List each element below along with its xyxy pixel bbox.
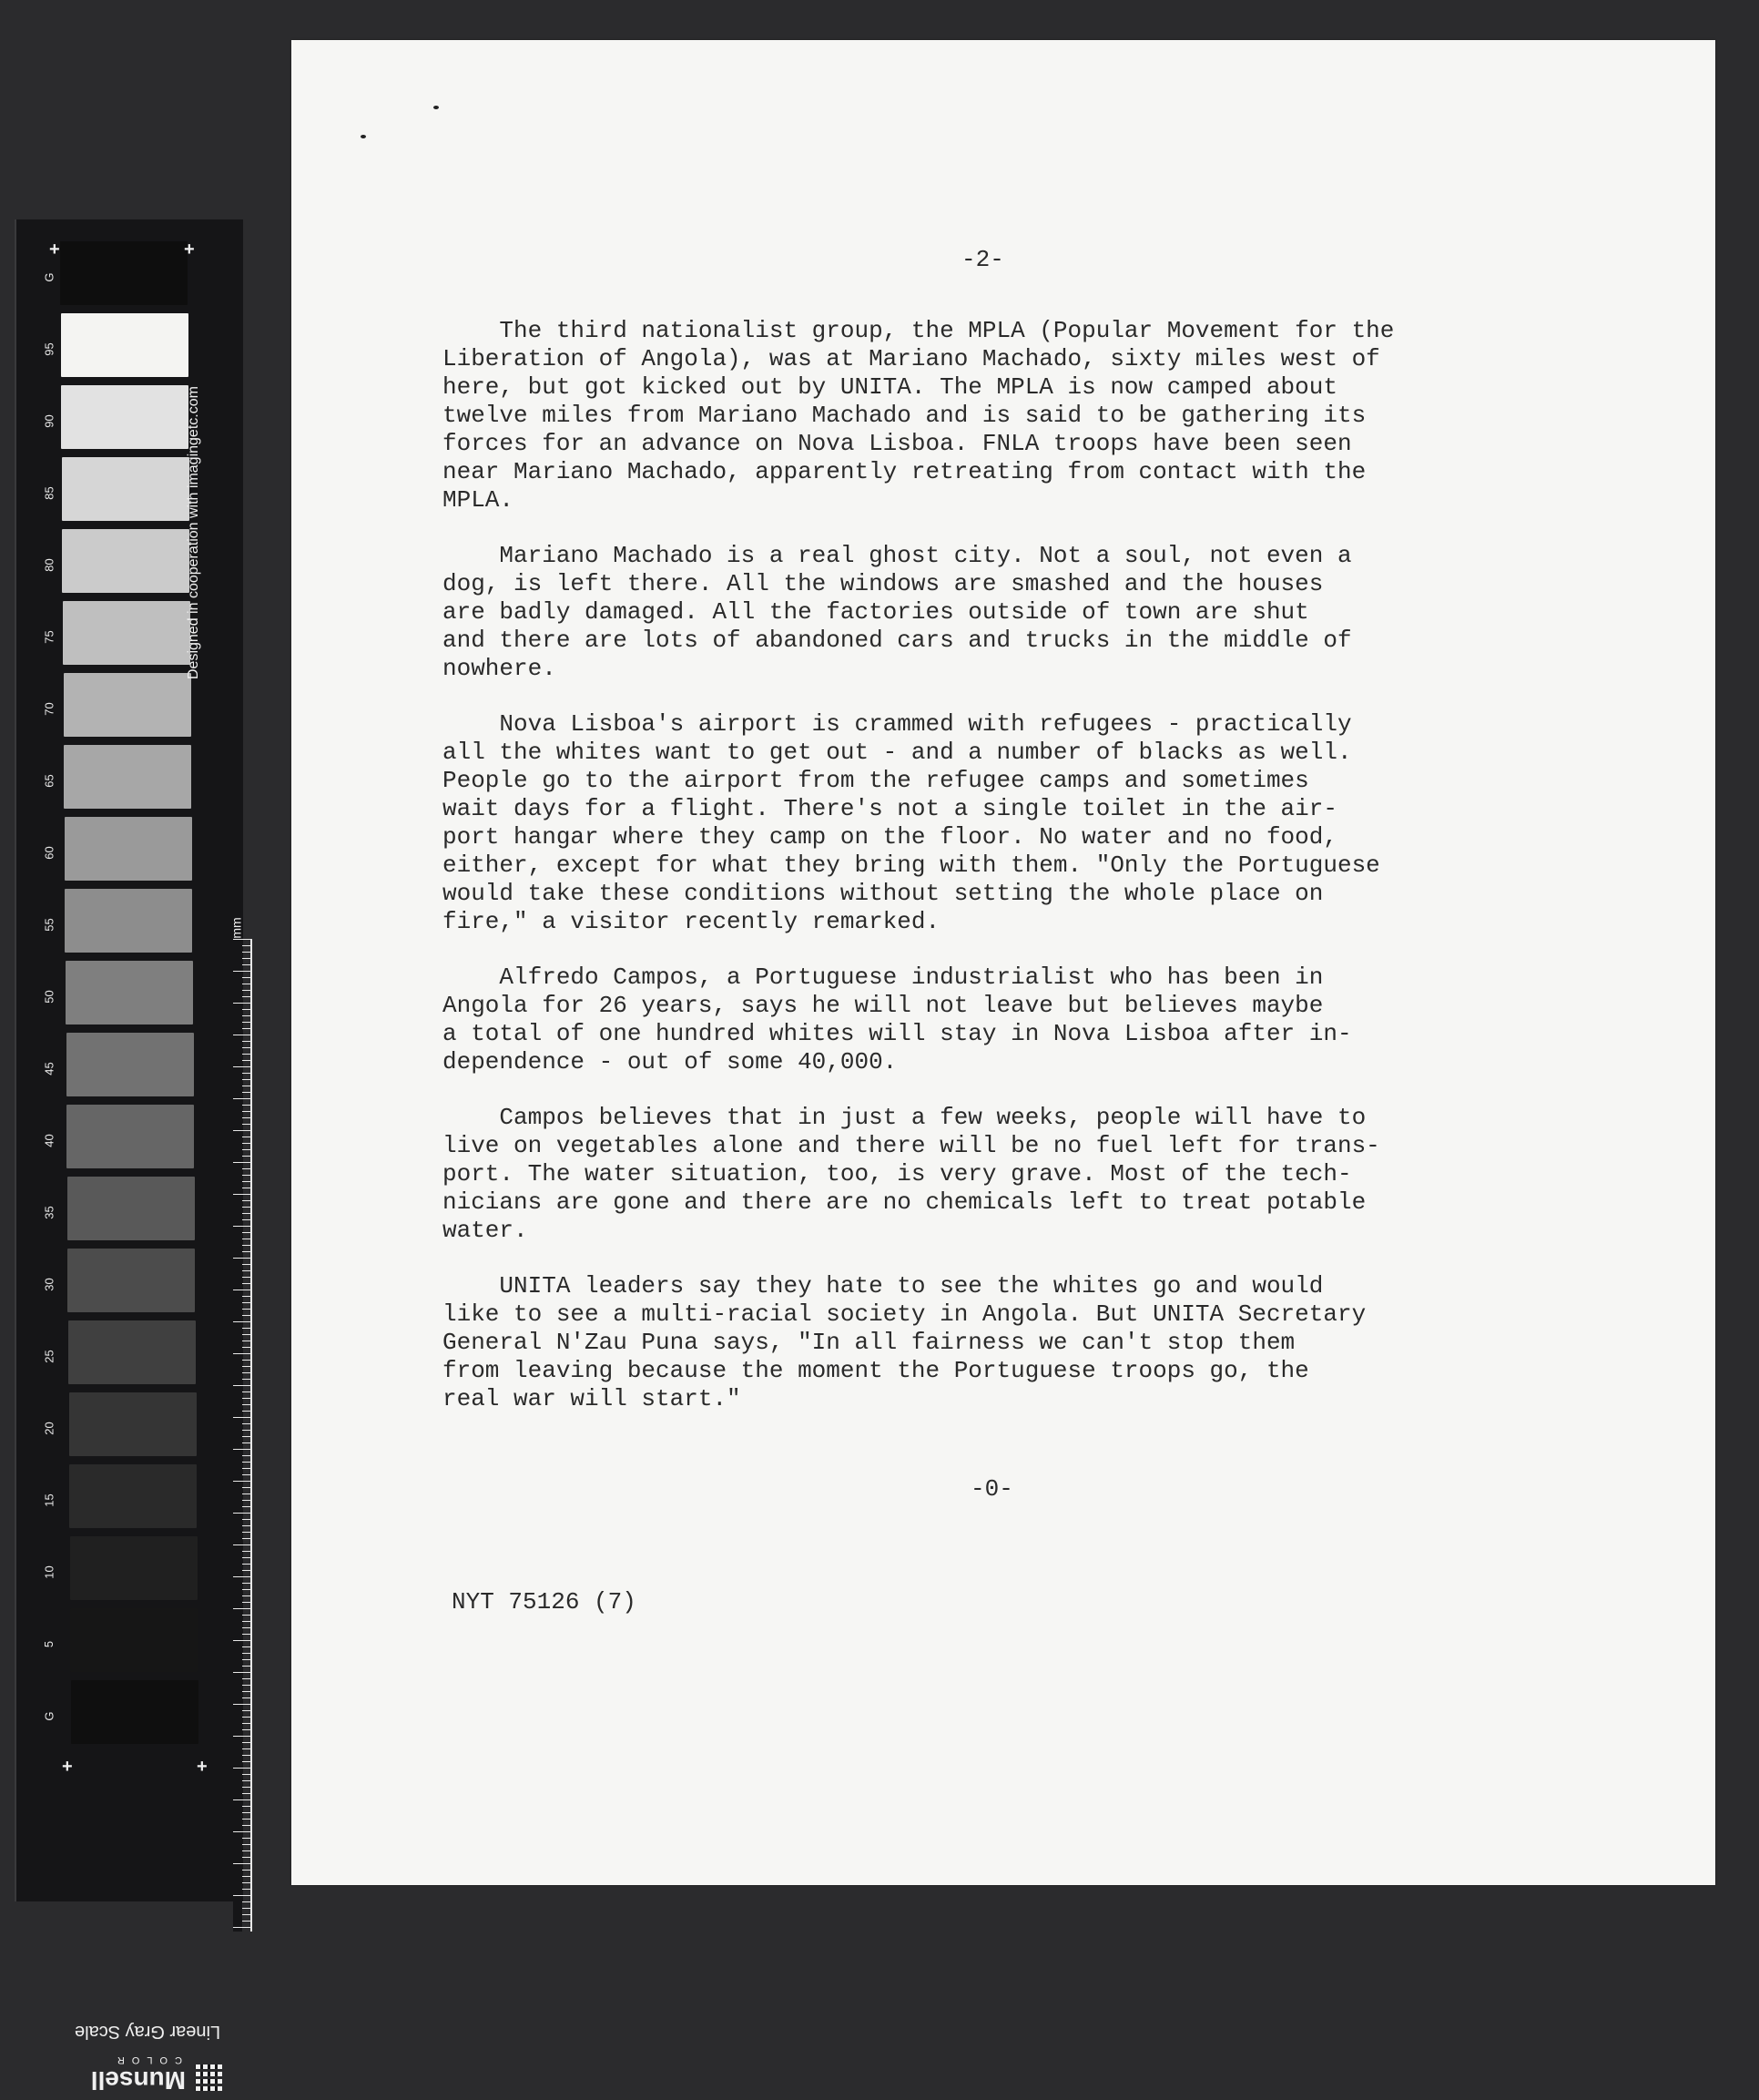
text-line: from leaving because the moment the Portuguese troops go, the xyxy=(442,1357,1309,1384)
grade-label: G xyxy=(42,272,56,282)
grade-label: 90 xyxy=(42,414,56,428)
gray-patch xyxy=(64,745,191,809)
paragraph xyxy=(442,1104,1581,1245)
gray-patch xyxy=(68,1320,196,1384)
grade-label: 60 xyxy=(42,846,56,860)
ink-speck xyxy=(361,135,366,138)
gray-patch xyxy=(66,961,193,1025)
text-line: Mariano Machado is a real ghost city. Not a soul, not even a xyxy=(442,542,1352,569)
grade-label: 10 xyxy=(42,1565,56,1579)
text-line: UNITA leaders say they hate to see the whites go and would xyxy=(442,1272,1324,1300)
gray-patch xyxy=(69,1392,197,1456)
text-line: forces for an advance on Nova Lisboa. FNLA troops have been seen xyxy=(442,430,1352,457)
gray-patch xyxy=(63,601,190,665)
text-line: either, except for what they bring with them. "Only the Portuguese xyxy=(442,851,1380,879)
text-line: dog, is left there. All the windows are smashed and the houses xyxy=(442,570,1324,597)
gray-patch xyxy=(64,673,191,737)
text-line: and there are lots of abandoned cars and trucks in the middle of xyxy=(442,627,1352,654)
text-line: fire," a visitor recently remarked. xyxy=(442,908,941,935)
munsell-logo-block xyxy=(58,2054,222,2100)
plus-mark: + xyxy=(184,240,195,260)
grade-label: 70 xyxy=(42,702,56,716)
text-line: People go to the airport from the refugee camps and sometimes xyxy=(442,767,1309,794)
text-line: Campos believes that in just a few weeks, people will have to xyxy=(442,1104,1367,1131)
gray-patch xyxy=(62,529,189,593)
paragraph xyxy=(442,542,1581,683)
gray-patch xyxy=(61,313,188,377)
text-line: all the whites want to get out - and a number of blacks as well. xyxy=(442,739,1352,766)
grade-label: 5 xyxy=(42,1640,56,1648)
grade-label: 55 xyxy=(42,918,56,932)
page-number: -2- xyxy=(961,246,1004,273)
end-mark: -0- xyxy=(971,1475,1013,1503)
gray-patch xyxy=(71,1680,198,1744)
brand-subtitle: COLOR xyxy=(109,2054,182,2065)
ink-speck xyxy=(433,106,439,109)
gray-patch xyxy=(70,1536,198,1600)
paragraph xyxy=(442,710,1581,936)
grade-label: 15 xyxy=(42,1493,56,1507)
grade-label: 25 xyxy=(42,1350,56,1363)
text-line: Angola for 26 years, says he will not leave but believes maybe xyxy=(442,992,1324,1019)
text-line: port hangar where they camp on the floor. No water and no food, xyxy=(442,823,1337,851)
document-body xyxy=(442,317,1581,1441)
paragraph xyxy=(442,963,1581,1076)
text-line: MPLA. xyxy=(442,486,514,514)
text-line: Nova Lisboa's airport is crammed with refugees - practically xyxy=(442,710,1352,738)
gray-patch xyxy=(62,457,189,521)
grade-label: 20 xyxy=(42,1422,56,1435)
text-line: like to see a multi-racial society in Angola. But UNITA Secretary xyxy=(442,1300,1367,1328)
scale-name: Linear Gray Scale xyxy=(75,2022,221,2042)
text-line: are badly damaged. All the factories outside of town are shut xyxy=(442,598,1309,626)
unit-label: mm xyxy=(229,917,244,939)
text-line: dependence - out of some 40,000. xyxy=(442,1048,898,1075)
plus-mark: + xyxy=(62,1757,73,1777)
grade-label: 85 xyxy=(42,486,56,500)
ruler-major-ticks xyxy=(233,939,251,1932)
gray-scale-card xyxy=(15,219,244,2095)
munsell-grid-icon xyxy=(195,2064,222,2091)
gray-patch xyxy=(65,889,192,953)
grade-label: 35 xyxy=(42,1206,56,1219)
gray-patch xyxy=(60,241,188,305)
text-line: would take these conditions without setting the whole place on xyxy=(442,880,1324,907)
text-line: nowhere. xyxy=(442,655,556,682)
gray-patch xyxy=(67,1177,195,1240)
text-line: General N'Zau Puna says, "In all fairness we can't stop them xyxy=(442,1329,1296,1356)
gray-patch xyxy=(66,1033,194,1096)
grade-label: 75 xyxy=(42,630,56,644)
paragraph xyxy=(442,1272,1581,1413)
gray-patches xyxy=(60,241,197,1752)
plus-mark: + xyxy=(197,1757,208,1777)
text-line: Liberation of Angola), was at Mariano Machado, sixty miles west of xyxy=(442,345,1380,372)
text-line: wait days for a flight. There's not a single toilet in the air- xyxy=(442,795,1337,822)
text-line: a total of one hundred whites will stay in Nova Lisboa after in- xyxy=(442,1020,1352,1047)
grade-label: 45 xyxy=(42,1062,56,1075)
gray-patch xyxy=(65,817,192,881)
plus-mark: + xyxy=(49,240,60,260)
ruler-edge xyxy=(250,939,252,1932)
text-line: live on vegetables alone and there will be no fuel left for trans- xyxy=(442,1132,1380,1159)
text-line: nicians are gone and there are no chemicals left to treat potable xyxy=(442,1188,1367,1216)
gray-patch xyxy=(66,1105,194,1168)
gray-patch xyxy=(70,1608,198,1672)
text-line: real war will start." xyxy=(442,1385,741,1412)
text-line: near Mariano Machado, apparently retreating from contact with the xyxy=(442,458,1367,485)
text-line: water. xyxy=(442,1217,528,1244)
text-line: here, but got kicked out by UNITA. The MPLA is now camped about xyxy=(442,373,1337,401)
grade-label: 40 xyxy=(42,1134,56,1147)
grade-label: 30 xyxy=(42,1278,56,1291)
gray-patch xyxy=(61,385,188,449)
text-line: The third nationalist group, the MPLA (Popular Movement for the xyxy=(442,317,1395,344)
gray-patch xyxy=(67,1249,195,1312)
document-page xyxy=(291,40,1715,1885)
grade-label: 65 xyxy=(42,774,56,788)
grade-label: 50 xyxy=(42,990,56,1004)
grade-label: G xyxy=(42,1711,56,1721)
gray-patch xyxy=(69,1464,197,1528)
designed-credit: Designed in cooperation with imagingetc.com xyxy=(186,386,201,679)
text-line: twelve miles from Mariano Machado and is said to be gathering its xyxy=(442,402,1367,429)
brand-name: Munsell xyxy=(90,2066,186,2095)
grade-label: 95 xyxy=(42,342,56,356)
grade-label: 80 xyxy=(42,558,56,572)
wire-slug: NYT 75126 (7) xyxy=(452,1588,636,1616)
text-line: Alfredo Campos, a Portuguese industrialist who has been in xyxy=(442,963,1324,991)
grade-labels xyxy=(40,241,58,1752)
text-line: port. The water situation, too, is very grave. Most of the tech- xyxy=(442,1160,1352,1188)
paragraph xyxy=(442,317,1581,515)
